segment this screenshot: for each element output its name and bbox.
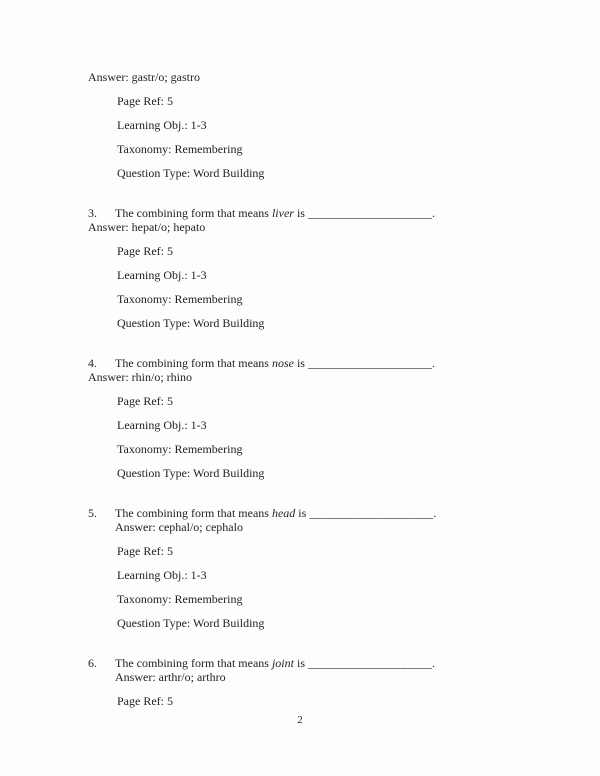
question-text <box>115 356 560 370</box>
end-punctuation: . <box>432 656 435 670</box>
meta-page-ref: Page Ref: 5 <box>117 94 173 108</box>
end-punctuation: . <box>433 506 437 520</box>
answer-line: Answer: hepat/o; hepato <box>88 220 206 234</box>
meta-learning-obj: Learning Obj.: 1-3 <box>117 268 207 282</box>
meta-taxonomy: Taxonomy: Remembering <box>117 292 243 306</box>
stem-prefix: The combining form that means <box>115 206 272 220</box>
stem-suffix: is <box>295 506 310 520</box>
question-stem <box>88 356 560 370</box>
meta-learning-obj: Learning Obj.: 1-3 <box>117 568 207 582</box>
meta-learning-obj: Learning Obj.: 1-3 <box>117 118 207 132</box>
end-punctuation: . <box>431 356 435 370</box>
meta-taxonomy: Taxonomy: Remembering <box>117 142 243 156</box>
stem-suffix: is <box>293 206 308 220</box>
stem-suffix: is <box>293 356 308 370</box>
answer-blank: ____________________ <box>308 656 432 670</box>
document-content <box>88 70 560 708</box>
meta-page-ref: Page Ref: 5 <box>117 244 173 258</box>
question-number: 5. <box>88 506 97 520</box>
answer-line: Answer: arthr/o; arthro <box>115 670 226 684</box>
answer-line: Answer: gastr/o; gastro <box>88 70 200 84</box>
meta-page-ref: Page Ref: 5 <box>117 544 173 558</box>
meta-page-ref: Page Ref: 5 <box>117 694 173 708</box>
question-number: 3. <box>88 206 97 220</box>
meta-taxonomy: Taxonomy: Remembering <box>117 592 243 606</box>
end-punctuation: . <box>431 206 435 220</box>
question-6 <box>88 656 560 708</box>
page-number: 2 <box>297 714 303 726</box>
question-stem <box>88 206 560 220</box>
question-text <box>115 206 560 220</box>
italic-term: head <box>271 506 296 520</box>
answer-blank: ____________________ <box>307 356 432 370</box>
question-4 <box>88 356 560 480</box>
meta-learning-obj: Learning Obj.: 1-3 <box>117 418 207 432</box>
meta-page-ref: Page Ref: 5 <box>117 394 173 408</box>
stem-prefix: The combining form that means <box>115 656 272 670</box>
answer-line: Answer: rhin/o; rhino <box>88 370 192 384</box>
meta-question-type: Question Type: Word Building <box>117 316 265 330</box>
question-text <box>115 506 560 520</box>
question-stem <box>88 506 560 520</box>
meta-question-type: Question Type: Word Building <box>117 166 265 180</box>
question-stem <box>88 656 560 670</box>
italic-term: nose <box>271 356 294 370</box>
question-5 <box>88 506 560 630</box>
stem-prefix: The combining form that means <box>115 506 272 520</box>
meta-question-type: Question Type: Word Building <box>117 466 265 480</box>
question-3 <box>88 206 560 330</box>
italic-term: joint <box>271 656 294 670</box>
question-text <box>115 656 560 670</box>
answer-line: Answer: cephal/o; cephalo <box>115 520 243 534</box>
meta-taxonomy: Taxonomy: Remembering <box>117 442 243 456</box>
question-number: 4. <box>88 356 97 370</box>
italic-term: liver <box>271 206 294 220</box>
answer-blank: ____________________ <box>307 206 432 220</box>
meta-question-type: Question Type: Word Building <box>117 616 265 630</box>
stem-suffix: is <box>293 656 308 670</box>
question-number: 6. <box>88 656 97 670</box>
stem-prefix: The combining form that means <box>115 356 272 370</box>
answer-blank: ____________________ <box>309 506 434 520</box>
